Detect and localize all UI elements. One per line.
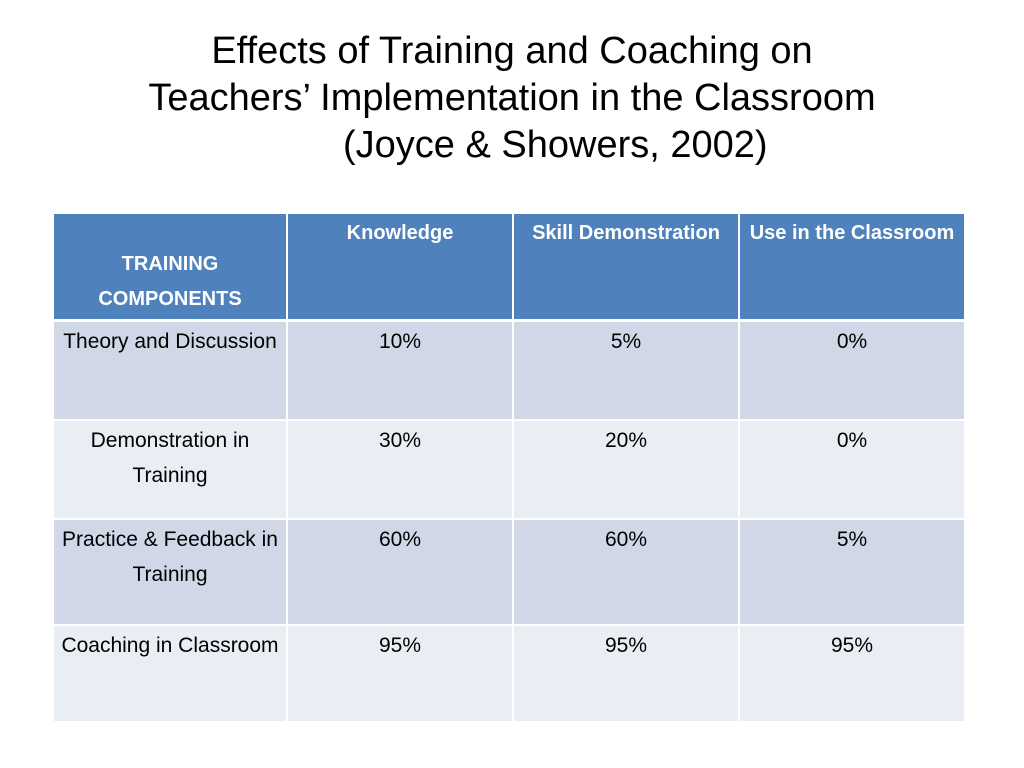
table-row [53,519,965,625]
cell-use-in-classroom: 95% [739,625,965,722]
cell-skill-demonstration: 95% [513,625,739,722]
cell-skill-demonstration: 60% [513,519,739,625]
header-training-components: TRAINING COMPONENTS [53,213,287,321]
cell-knowledge: 30% [287,420,513,519]
cell-knowledge: 95% [287,625,513,722]
cell-knowledge: 10% [287,321,513,421]
table-row [53,420,965,519]
cell-knowledge: 60% [287,519,513,625]
table-row [53,625,965,722]
header-skill-demonstration: Skill Demonstration [513,213,739,321]
cell-use-in-classroom: 0% [739,321,965,421]
slide-title [0,28,1024,169]
row-label: Practice & Feedback in Training [53,519,287,625]
header-knowledge: Knowledge [287,213,513,321]
cell-use-in-classroom: 0% [739,420,965,519]
row-label: Coaching in Classroom [53,625,287,722]
header-use-in-classroom: Use in the Classroom [739,213,965,321]
cell-use-in-classroom: 5% [739,519,965,625]
row-label: Theory and Discussion [53,321,287,421]
table-row [53,321,965,421]
cell-skill-demonstration: 5% [513,321,739,421]
table-header-row [53,213,965,321]
row-label: Demonstration in Training [53,420,287,519]
title-line-1: Effects of Training and Coaching on [211,30,813,72]
title-citation: (Joyce & Showers, 2002) [343,124,768,166]
training-effects-table [52,212,966,723]
title-line-2: Teachers’ Implementation in the Classroom [148,77,876,119]
cell-skill-demonstration: 20% [513,420,739,519]
